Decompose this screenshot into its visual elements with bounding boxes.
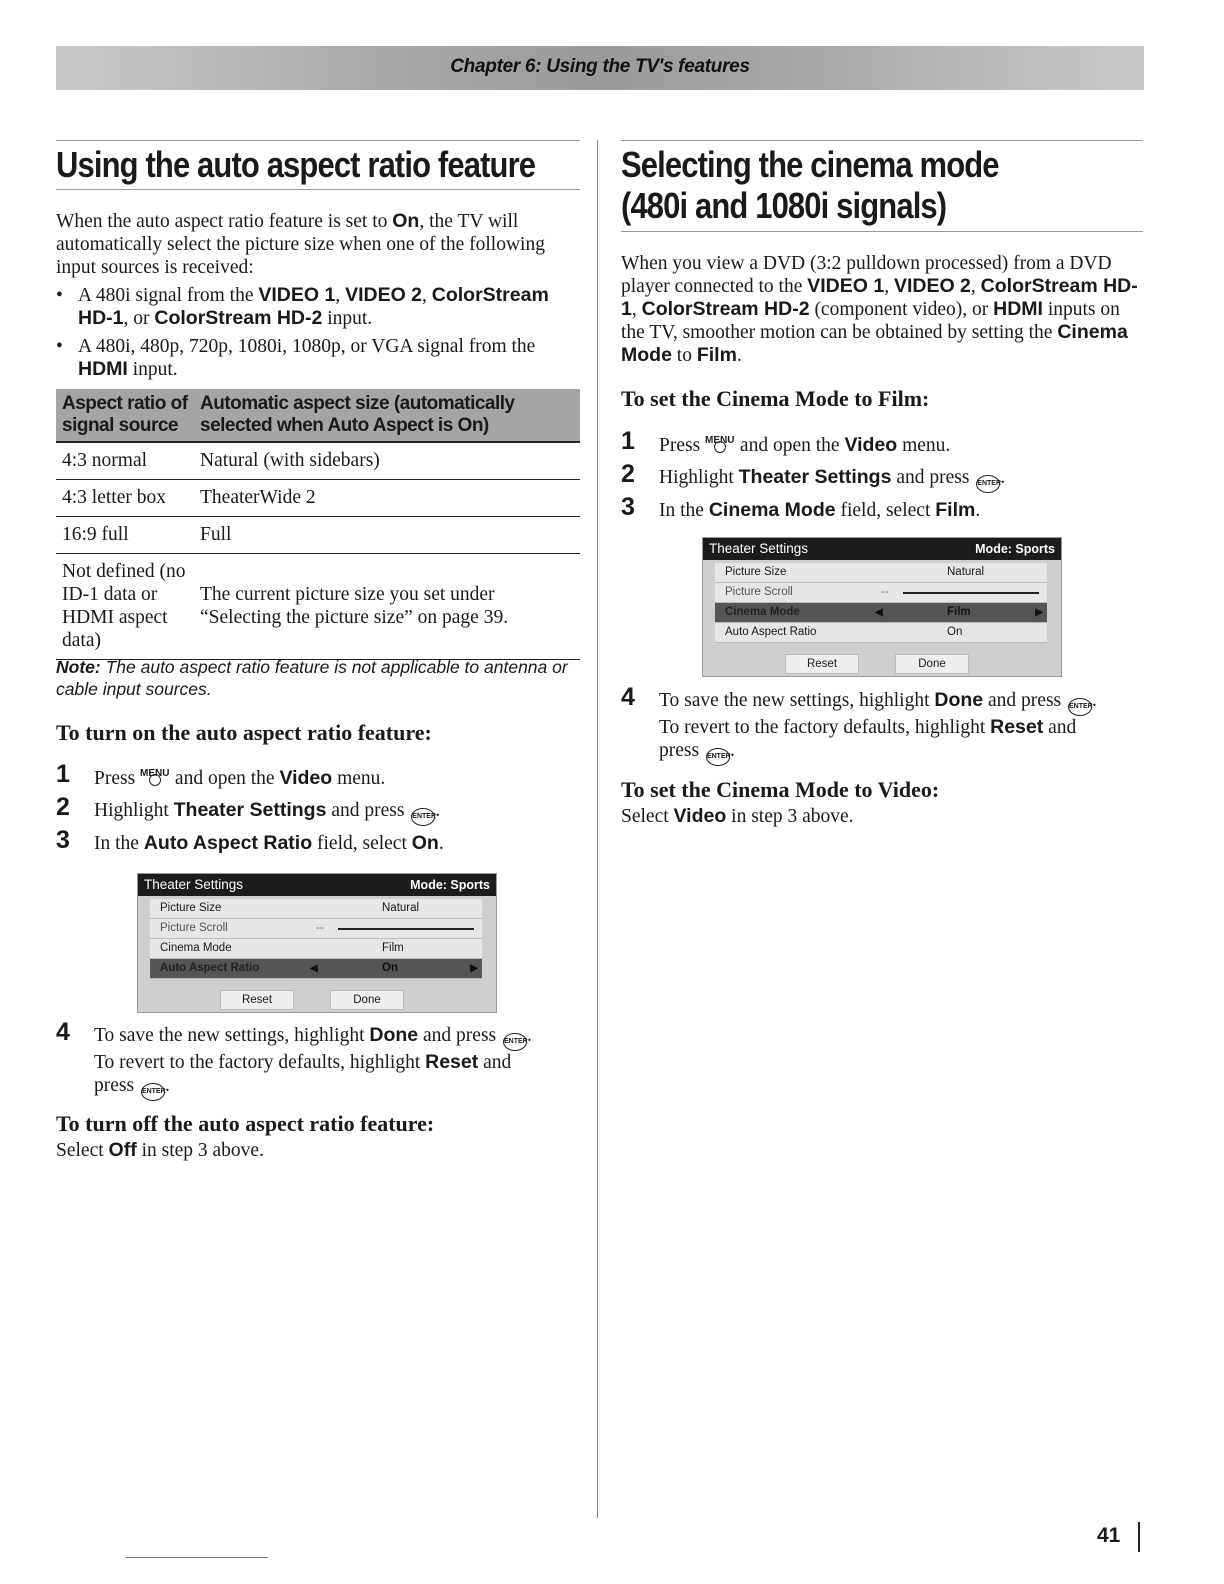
menu-row-picture-size[interactable]: Picture Size Natural	[715, 563, 1047, 583]
menu-header: Theater Settings Mode: Sports	[138, 874, 496, 896]
table-row: Not defined (no ID-1 data or HDMI aspect data) The current picture size you set under “Selecting the picture size” on page 39.	[56, 554, 580, 660]
enter-button-icon: ENTER	[1068, 698, 1092, 716]
right-video-instruction: Select Video in step 3 above.	[621, 805, 854, 827]
left-off-instruction: Select Off in step 3 above.	[56, 1139, 264, 1161]
menu-header: Theater Settings Mode: Sports	[703, 538, 1061, 560]
arrow-right-icon: ▶	[1035, 607, 1043, 618]
enter-button-icon: ENTER	[503, 1033, 527, 1051]
right-section-title-line2: (480i and 1080i signals)	[621, 185, 947, 226]
right-title-block	[621, 140, 1143, 232]
enter-button-icon: ENTER	[976, 475, 1000, 493]
chapter-title: Chapter 6: Using the TV's features	[450, 56, 750, 77]
table-header-source: Aspect ratio of signal source	[56, 389, 194, 442]
menu-button-icon: MENU	[140, 766, 170, 786]
left-title-block	[56, 140, 580, 190]
right-subheading-film: To set the Cinema Mode to Film:	[621, 386, 930, 411]
theater-settings-menu	[137, 873, 497, 1013]
menu-row-cinema-mode[interactable]: Cinema Mode ◀ Film ▶	[715, 603, 1047, 623]
right-section-title-line1: Selecting the cinema mode	[621, 144, 999, 185]
menu-row-auto-aspect-ratio[interactable]: Auto Aspect Ratio ◀ On ▶	[150, 959, 482, 979]
table-header-row	[56, 389, 580, 442]
table-row: 4:3 letter box TheaterWide 2	[56, 480, 580, 517]
right-subheading-video: To set the Cinema Mode to Video:	[621, 777, 940, 802]
list-item: • A 480i signal from the VIDEO 1, VIDEO 2, ColorStream HD-1, or ColorStream HD-2 input.	[56, 284, 549, 329]
page-number: 41	[1097, 1524, 1121, 1547]
chapter-banner	[56, 46, 1144, 90]
note: Note: The auto aspect ratio feature is not applicable to antenna or cable input sources.	[56, 657, 568, 699]
menu-row-auto-aspect-ratio[interactable]: Auto Aspect Ratio On	[715, 623, 1047, 643]
menu-row-cinema-mode[interactable]: Cinema Mode Film	[150, 939, 482, 959]
reset-button[interactable]: Reset	[220, 990, 294, 1010]
right-intro: When you view a DVD (3:2 pulldown processed) from a DVD player connected to the VIDEO 1, VIDEO 2, ColorStream HD-1, ColorStream HD-2 (component video), or HDMI inputs on the TV, smoother motion can be obtained by setting the Cinema Mode to Film.	[621, 253, 1138, 366]
menu-row-picture-scroll[interactable]: Picture Scroll --	[150, 919, 482, 939]
aspect-ratio-table	[56, 389, 580, 660]
menu-row-picture-size[interactable]: Picture Size Natural	[150, 899, 482, 919]
footer-rule	[126, 1557, 268, 1558]
enter-button-icon: ENTER	[411, 808, 435, 826]
enter-button-icon: ENTER	[706, 748, 730, 766]
table-row: 16:9 full Full	[56, 517, 580, 554]
left-section-title: Using the auto aspect ratio feature	[56, 144, 536, 185]
table-header-automatic: Automatic aspect size (automatically selected when Auto Aspect is On)	[194, 389, 580, 442]
step-4: 4 To save the new settings, highlight Done and press ENTER. To revert to the factory defaults, highlight Reset and press ENTER.	[621, 689, 1143, 761]
reset-button[interactable]: Reset	[785, 654, 859, 674]
arrow-left-icon: ◀	[310, 963, 318, 974]
done-button[interactable]: Done	[330, 990, 404, 1010]
enter-button-icon: ENTER	[141, 1083, 165, 1101]
arrow-right-icon: ▶	[470, 963, 478, 974]
left-subheading-on: To turn on the auto aspect ratio feature:	[56, 720, 432, 745]
arrow-left-icon: ◀	[875, 607, 883, 618]
page-number-bar	[1138, 1522, 1140, 1552]
table-row: 4:3 normal Natural (with sidebars)	[56, 442, 580, 480]
left-intro: When the auto aspect ratio feature is set to On, the TV will automatically select the picture size when one of the following input sources is received:	[56, 210, 545, 278]
note-label: Note:	[56, 657, 101, 677]
menu-row-picture-scroll[interactable]: Picture Scroll --	[715, 583, 1047, 603]
column-divider	[597, 140, 598, 1518]
done-button[interactable]: Done	[895, 654, 969, 674]
list-item: • A 480i, 480p, 720p, 1080i, 1080p, or VGA signal from the HDMI input.	[56, 336, 536, 380]
menu-button-icon: MENU	[705, 433, 735, 453]
left-subheading-off: To turn off the auto aspect ratio feature:	[56, 1111, 435, 1136]
theater-settings-menu	[702, 537, 1062, 677]
step-4: 4 To save the new settings, highlight Done and press ENTER. To revert to the factory defaults, highlight Reset and press ENTER.	[56, 1024, 580, 1096]
